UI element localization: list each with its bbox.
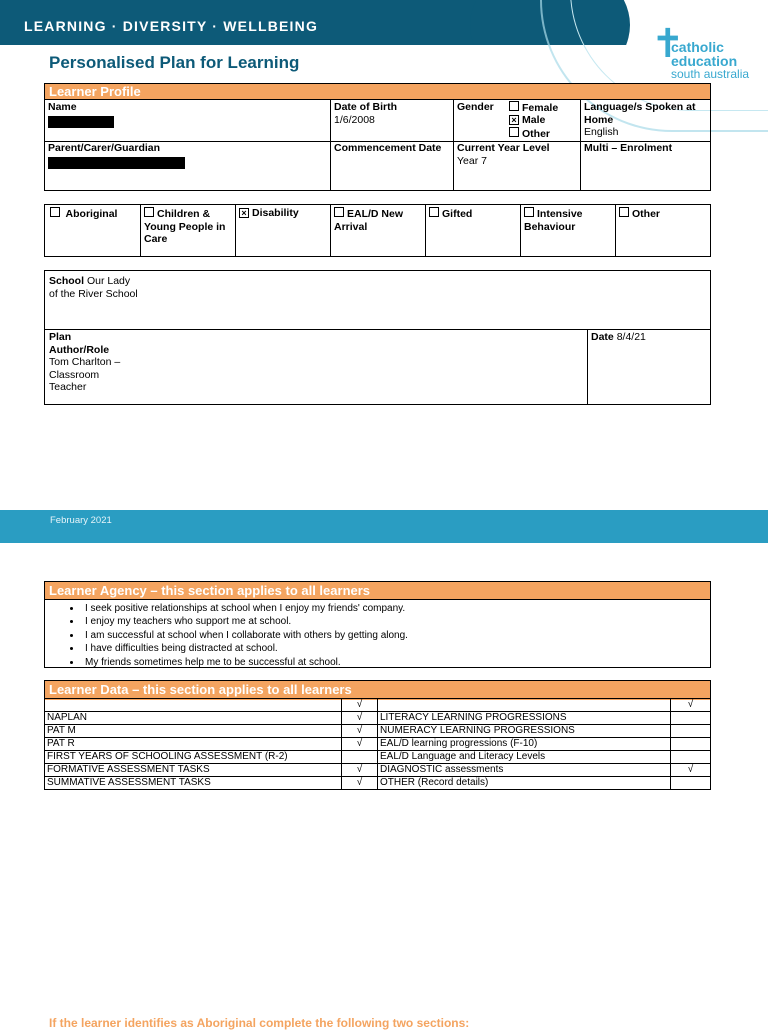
list-item: • I am successful at school when I collaborate with others by getting along. <box>82 629 710 642</box>
table-row <box>45 738 711 751</box>
check-header: √ <box>342 699 378 712</box>
parent-cell <box>45 141 330 170</box>
year-level-label: Current Year Level <box>457 142 550 154</box>
checkbox-icon[interactable] <box>509 127 519 137</box>
redacted-name <box>48 116 114 128</box>
table-cell: LITERACY LEARNING PROGRESSIONS <box>378 712 671 725</box>
school-value: Our Lady of the River School <box>49 275 138 300</box>
check-cell[interactable] <box>671 738 711 751</box>
dob-label: Date of Birth <box>334 101 397 113</box>
banner-tagline: LEARNING · DIVERSITY · WELLBEING <box>24 18 319 34</box>
redacted-parent <box>48 157 185 169</box>
parent-label: Parent/Carer/Guardian <box>48 142 161 154</box>
check-cell[interactable]: √ <box>342 725 378 738</box>
list-item: • My friends sometimes help me to be successful at school. <box>82 656 710 669</box>
table-row <box>45 751 711 764</box>
commencement-cell <box>331 141 453 156</box>
list-item: • I enjoy my teachers who support me at school. <box>82 615 710 628</box>
logo-line: south australia <box>671 67 750 81</box>
gender-option-male[interactable]: × Male <box>509 114 545 127</box>
checkbox-icon[interactable] <box>144 207 154 217</box>
table-cell: FORMATIVE ASSESSMENT TASKS <box>45 764 342 777</box>
dob-cell <box>331 100 453 127</box>
table-row <box>45 725 711 738</box>
plan-author-label: Plan Author/Role <box>49 331 110 356</box>
check-cell[interactable]: √ <box>342 777 378 790</box>
date-value: 8/4/21 <box>616 331 646 343</box>
table-cell: EAL/D learning progressions (F-10) <box>378 738 671 751</box>
category-intensive-behaviour[interactable]: Intensive Behaviour <box>524 208 583 233</box>
learner-data-header: Learner Data – this section applies to all learners <box>45 681 710 700</box>
learner-profile-table <box>44 83 711 191</box>
name-label: Name <box>48 101 77 113</box>
document-title: Personalised Plan for Learning <box>49 53 300 72</box>
checkbox-icon[interactable] <box>619 207 629 217</box>
table-cell: PAT R <box>45 738 342 751</box>
plan-author-cell <box>46 330 132 395</box>
learner-profile-header: Learner Profile <box>45 84 710 100</box>
checked-checkbox-icon[interactable]: × <box>239 208 249 218</box>
category-gifted[interactable]: Gifted <box>426 206 520 222</box>
table-row <box>45 764 711 777</box>
table-cell: EAL/D Language and Literacy Levels <box>378 751 671 764</box>
date-cell <box>588 330 708 345</box>
checkbox-icon[interactable] <box>429 207 439 217</box>
language-label: Language/s Spoken at Home <box>584 101 696 126</box>
commencement-label: Commencement Date <box>334 142 442 154</box>
checked-checkbox-icon[interactable]: × <box>509 115 519 125</box>
agency-list <box>45 600 710 669</box>
category-other[interactable]: Other <box>616 206 710 222</box>
learner-data-header-box <box>44 680 711 699</box>
logo-line: catholic <box>671 39 724 55</box>
checkbox-icon[interactable] <box>50 207 60 217</box>
table-cell: OTHER (Record details) <box>378 777 671 790</box>
check-header: √ <box>671 699 711 712</box>
check-cell[interactable]: √ <box>671 764 711 777</box>
table-row <box>45 712 711 725</box>
gender-option-other[interactable]: Other <box>509 127 550 141</box>
logo-line: education <box>671 53 738 69</box>
gender-cell <box>454 100 580 140</box>
learner-data-table <box>44 698 711 790</box>
cross-icon: ✝ <box>651 22 685 66</box>
list-item: • I have difficulties being distracted at school. <box>82 642 710 655</box>
checkbox-icon[interactable] <box>334 207 344 217</box>
checkbox-icon[interactable] <box>524 207 534 217</box>
year-level-cell <box>454 141 580 168</box>
year-level-value: Year 7 <box>457 154 487 167</box>
table-row <box>45 699 711 712</box>
table-cell: PAT M <box>45 725 342 738</box>
learner-agency-table <box>44 581 711 668</box>
dob-value: 1/6/2008 <box>334 113 375 126</box>
school-plan-table <box>44 270 711 405</box>
check-cell[interactable] <box>671 751 711 764</box>
checkbox-icon[interactable] <box>509 101 519 111</box>
category-eald-new-arrival[interactable]: EAL/D New Arrival <box>334 208 404 233</box>
learner-agency-header: Learner Agency – this section applies to all learners <box>45 582 710 600</box>
check-cell[interactable]: √ <box>342 764 378 777</box>
page-footer-band <box>0 510 768 543</box>
category-children-in-care[interactable]: Children & Young People in Care <box>144 208 226 245</box>
check-cell[interactable]: √ <box>342 712 378 725</box>
school-cell <box>46 274 142 301</box>
category-aboriginal[interactable]: Aboriginal <box>47 206 139 222</box>
table-cell: FIRST YEARS OF SCHOOLING ASSESSMENT (R-2) <box>45 751 342 764</box>
gender-option-female[interactable]: Female <box>509 101 558 115</box>
school-label: School <box>49 275 85 287</box>
list-item: • I seek positive relationships at school when I enjoy my friends' company. <box>82 602 710 615</box>
language-value: English <box>584 126 619 138</box>
aboriginal-section-note: If the learner identifies as Aboriginal complete the following two sections: <box>49 1016 470 1030</box>
multi-enrolment-cell <box>581 141 711 156</box>
table-cell: DIAGNOSTIC assessments <box>378 764 671 777</box>
plan-author-value: Tom Charlton – Classroom Teacher <box>49 356 121 393</box>
footer-date: February 2021 <box>50 515 112 526</box>
category-disability[interactable]: × Disability <box>236 206 330 221</box>
table-cell: NAPLAN <box>45 712 342 725</box>
check-cell[interactable] <box>342 751 378 764</box>
table-row <box>45 777 711 790</box>
learner-categories-table <box>44 204 711 257</box>
check-cell[interactable] <box>671 777 711 790</box>
check-cell[interactable] <box>671 712 711 725</box>
check-cell[interactable] <box>671 725 711 738</box>
name-cell <box>45 100 330 129</box>
gender-label: Gender <box>457 101 494 113</box>
table-cell <box>378 699 671 712</box>
table-cell: NUMERACY LEARNING PROGRESSIONS <box>378 725 671 738</box>
language-cell <box>581 100 711 140</box>
date-label: Date <box>591 331 614 343</box>
table-cell: SUMMATIVE ASSESSMENT TASKS <box>45 777 342 790</box>
check-cell[interactable]: √ <box>342 738 378 751</box>
multi-enrolment-label: Multi – Enrolment <box>584 142 673 154</box>
table-cell <box>45 699 342 712</box>
catholic-education-logo <box>651 22 761 81</box>
